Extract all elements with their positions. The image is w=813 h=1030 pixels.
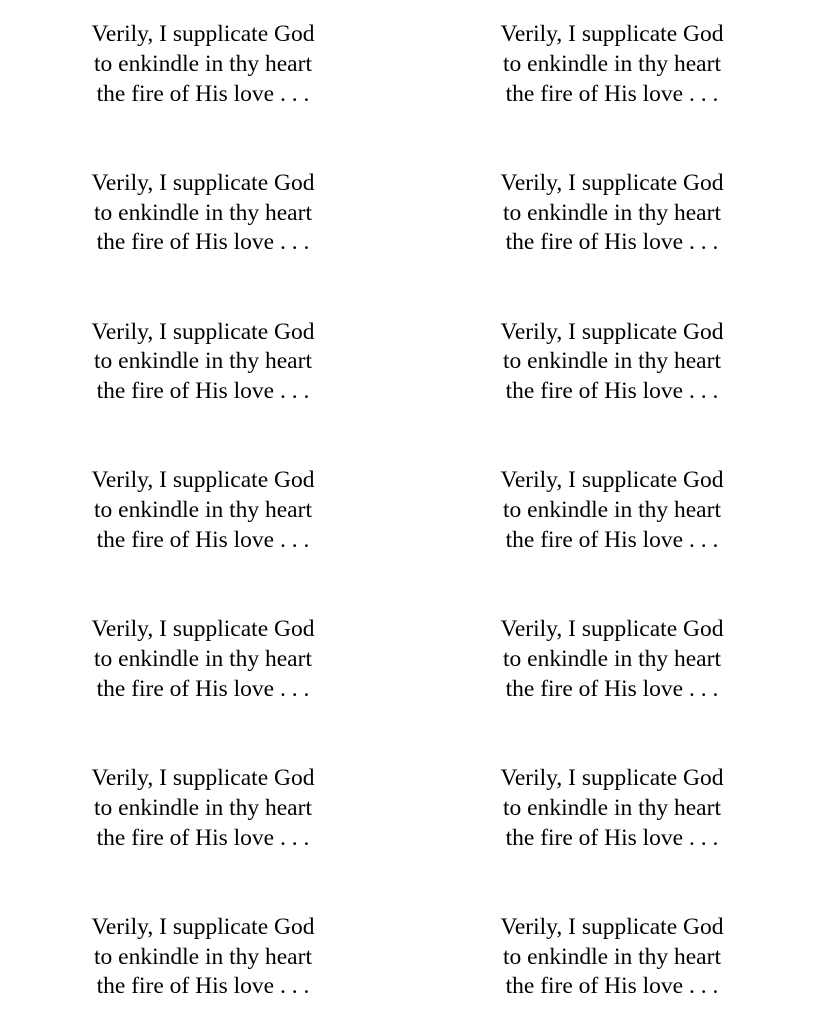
quote-line: to enkindle in thy heart <box>503 645 721 672</box>
quote-card <box>462 169 762 258</box>
quote-line: the fire of His love . . . <box>505 229 719 256</box>
quote-card <box>462 20 762 109</box>
quote-line: the fire of His love . . . <box>96 973 310 1000</box>
quote-line: to enkindle in thy heart <box>503 50 721 77</box>
quote-line: to enkindle in thy heart <box>94 50 312 77</box>
quote-card <box>53 466 353 555</box>
quote-line: Verily, I supplicate God <box>500 765 724 791</box>
quote-line: Verily, I supplicate God <box>500 21 724 47</box>
quote-line: the fire of His love . . . <box>96 80 310 107</box>
quote-line: Verily, I supplicate God <box>91 913 315 940</box>
quote-line: the fire of His love . . . <box>96 526 310 553</box>
quote-line: the fire of His love . . . <box>505 80 719 107</box>
quote-card <box>462 764 762 853</box>
quote-line: the fire of His love . . . <box>505 973 719 1000</box>
quote-card <box>462 466 762 555</box>
quote-card <box>53 318 353 407</box>
quote-line: to enkindle in thy heart <box>94 497 312 524</box>
quote-card <box>462 615 762 704</box>
quote-line: Verily, I supplicate God <box>500 616 724 643</box>
quote-line: the fire of His love . . . <box>505 675 719 702</box>
quote-line: the fire of His love . . . <box>96 824 310 851</box>
quote-line: Verily, I supplicate God <box>500 467 724 494</box>
quote-line: the fire of His love . . . <box>96 378 310 405</box>
quote-card <box>53 615 353 704</box>
quote-line: to enkindle in thy heart <box>503 497 721 524</box>
quote-line: Verily, I supplicate God <box>91 765 315 791</box>
quote-line: the fire of His love . . . <box>505 378 719 405</box>
quote-line: Verily, I supplicate God <box>91 318 315 345</box>
quote-line: the fire of His love . . . <box>505 824 719 851</box>
quote-line: to enkindle in thy heart <box>94 348 312 375</box>
quote-card <box>53 764 353 853</box>
quote-card <box>462 913 762 1002</box>
quote-line: Verily, I supplicate God <box>91 467 315 494</box>
quote-line: to enkindle in thy heart <box>503 794 721 821</box>
quote-line: to enkindle in thy heart <box>94 794 312 821</box>
quote-line: to enkindle in thy heart <box>503 348 721 375</box>
quote-line: the fire of His love . . . <box>96 675 310 702</box>
quote-line: to enkindle in thy heart <box>503 943 721 970</box>
quote-line: to enkindle in thy heart <box>503 199 721 226</box>
quote-line: Verily, I supplicate God <box>91 21 315 47</box>
quote-line: Verily, I supplicate God <box>500 169 724 196</box>
quote-line: to enkindle in thy heart <box>94 645 312 672</box>
quote-line: Verily, I supplicate God <box>91 169 315 196</box>
quote-line: Verily, I supplicate God <box>91 616 315 643</box>
quote-card <box>53 913 353 1002</box>
quote-line: Verily, I supplicate God <box>500 913 724 940</box>
quote-line: Verily, I supplicate God <box>500 318 724 345</box>
quote-card <box>53 169 353 258</box>
quote-line: to enkindle in thy heart <box>94 943 312 970</box>
quote-line: the fire of His love . . . <box>96 229 310 256</box>
quote-line: to enkindle in thy heart <box>94 199 312 226</box>
quote-line: the fire of His love . . . <box>505 526 719 553</box>
quote-card <box>462 318 762 407</box>
quote-card <box>53 20 353 109</box>
